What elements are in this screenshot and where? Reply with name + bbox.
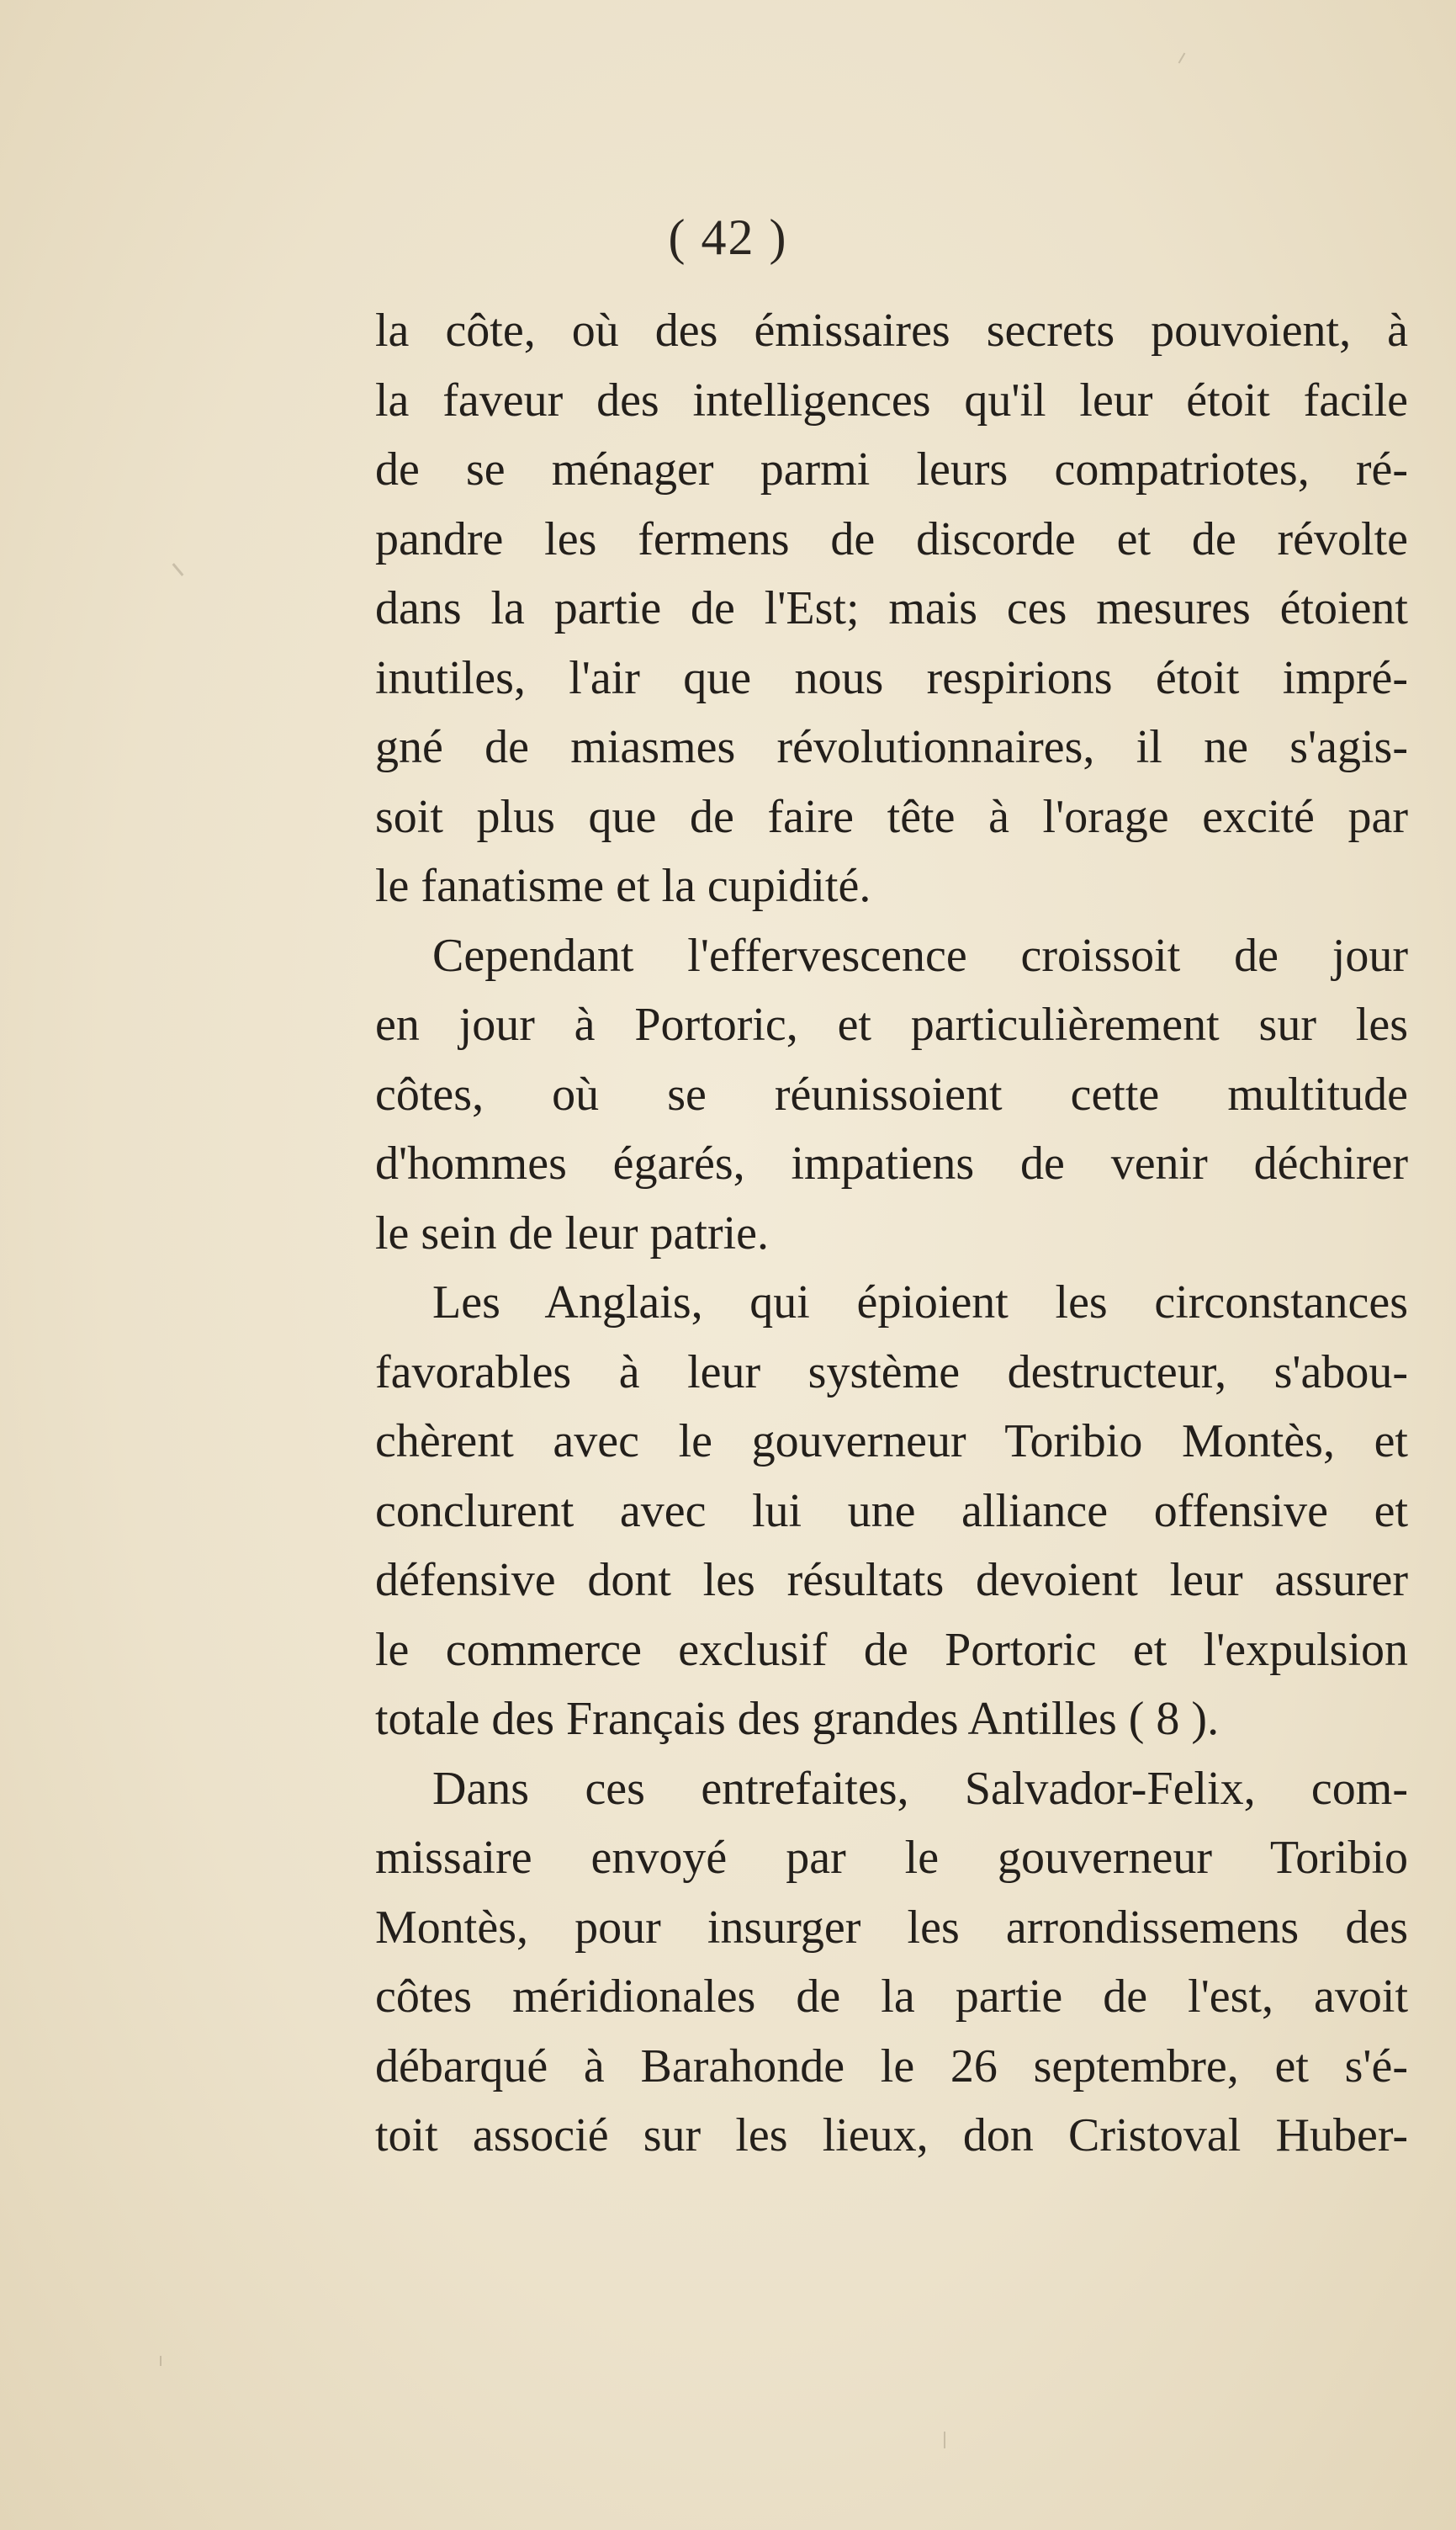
- text-line: de se ménager parmi leurs compatriotes, ré-: [375, 443, 1408, 496]
- text-line: la côte, où des émissaires secrets pouvoient, à: [375, 305, 1408, 357]
- text-line: Montès, pour insurger les arrondissemens des: [375, 1901, 1408, 1954]
- text-line: défensive dont les résultats devoient leur assurer: [375, 1554, 1408, 1606]
- text-line: côtes méridionales de la partie de l'est, avoit: [375, 1970, 1408, 2023]
- page-number: ( 42 ): [668, 210, 788, 265]
- text-line: Les Anglais, qui épioient les circonstances: [432, 1276, 1408, 1329]
- text-line: d'hommes égarés, impatiens de venir déchirer: [375, 1138, 1408, 1190]
- text-line: côtes, où se réunissoient cette multitude: [375, 1068, 1408, 1121]
- text-line: débarqué à Barahonde le 26 septembre, et s'é-: [375, 2039, 1408, 2092]
- text-line: le sein de leur patrie.: [375, 1207, 770, 1260]
- text-line: toit associé sur les lieux, don Cristoval Huber-: [375, 2109, 1408, 2161]
- text-line: la faveur des intelligences qu'il leur étoit facile: [375, 374, 1408, 427]
- paper-speck: [944, 2432, 945, 2448]
- body-text: [375, 296, 1408, 2171]
- text-line: pandre les fermens de discorde et de révolte: [375, 512, 1408, 565]
- text-line: conclurent avec lui une alliance offensive et: [375, 1484, 1408, 1537]
- text-line: dans la partie de l'Est; mais ces mesures étoient: [375, 582, 1408, 634]
- text-line: le fanatisme et la cupidité.: [375, 860, 871, 912]
- text-line: en jour à Portoric, et particulièrement sur les: [375, 999, 1408, 1051]
- text-line: Cependant l'effervescence croissoit de jour: [432, 929, 1408, 982]
- text-line: chèrent avec le gouverneur Toribio Montès, et: [375, 1415, 1408, 1467]
- text-line: totale des Français des grandes Antilles ( 8 ).: [375, 1693, 1220, 1745]
- paper-speck: [172, 563, 184, 576]
- text-line: favorables à leur système destructeur, s'abou-: [375, 1345, 1408, 1398]
- text-line: missaire envoyé par le gouverneur Toribio: [375, 1832, 1408, 1884]
- text-line: gné de miasmes révolutionnaires, il ne s'agis-: [375, 721, 1408, 773]
- text-line: le commerce exclusif de Portoric et l'expulsion: [375, 1623, 1408, 1676]
- text-line: Dans ces entrefaites, Salvador-Felix, com-: [432, 1762, 1408, 1815]
- text-line: soit plus que de faire tête à l'orage excité par: [375, 790, 1408, 843]
- paper-speck: [1178, 52, 1186, 63]
- text-line: inutiles, l'air que nous respirions étoit impré-: [375, 651, 1408, 704]
- paper-speck: [160, 2356, 161, 2366]
